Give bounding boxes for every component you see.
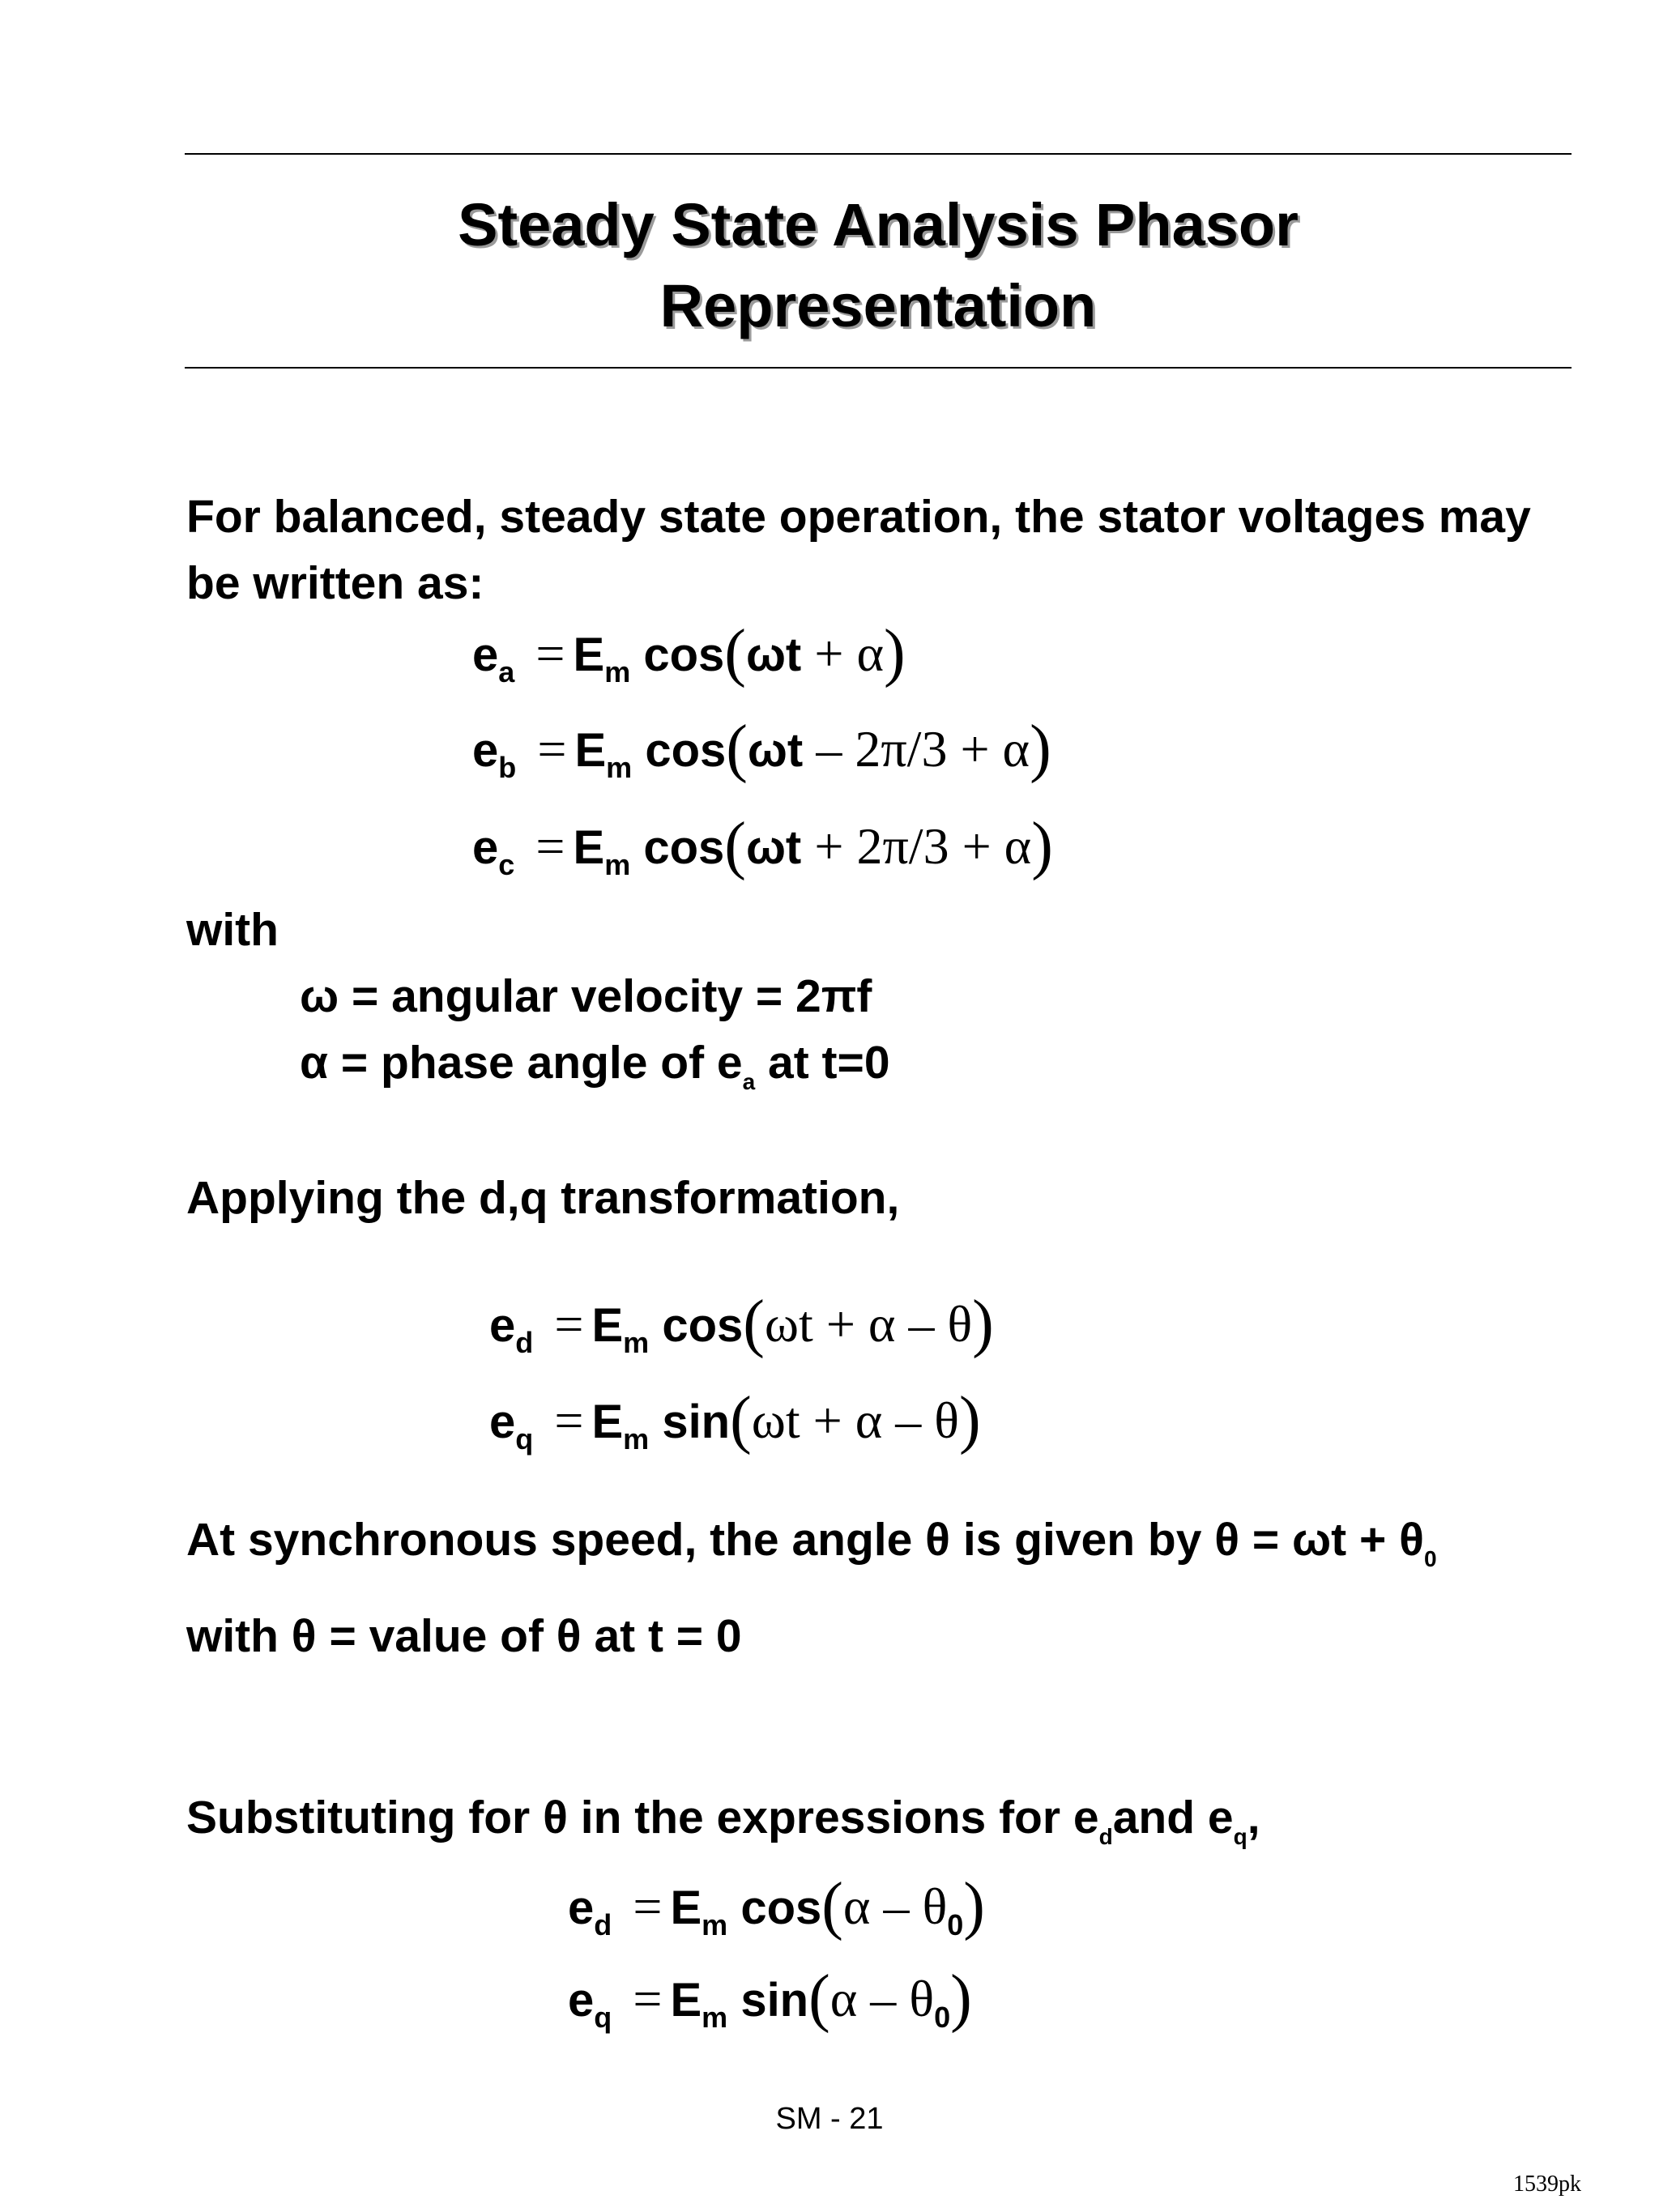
close-paren: ): [950, 1963, 972, 2034]
equals-sign: =: [554, 1392, 584, 1449]
eq-function: sin: [662, 1396, 731, 1448]
open-paren: (: [724, 810, 746, 881]
title-line-2: Representation: [659, 272, 1097, 339]
eq-function: cos: [643, 629, 725, 681]
close-paren: ): [972, 1288, 994, 1359]
alpha-def-sub: a: [742, 1069, 756, 1094]
sync-speed-statement: [186, 1507, 1437, 1573]
substituting-statement: [186, 1784, 1260, 1851]
eq-lhs-sub: q: [515, 1422, 534, 1455]
eq-amplitude-sub: m: [623, 1422, 650, 1455]
intro-paragraph: [186, 484, 1531, 616]
close-paren: ): [963, 1870, 985, 1941]
intro-line-2: be written as:: [186, 557, 484, 609]
equation-eq: [489, 1384, 981, 1455]
sync-speed-sub: 0: [1423, 1546, 1437, 1571]
eq-arg-theta-sub: 0: [947, 1908, 964, 1941]
close-paren: ): [958, 1384, 981, 1455]
substituting-prefix: Substituting for θ in the expressions for e: [186, 1792, 1099, 1843]
eq-lhs: e: [568, 1974, 595, 2027]
open-paren: (: [724, 617, 746, 688]
eq-arg-alpha: α –: [842, 1877, 910, 1935]
equation-ed-final: [568, 1870, 985, 1941]
equation-eq-final: [568, 1963, 972, 2034]
eq-function: cos: [662, 1299, 744, 1352]
eq-function: sin: [740, 1974, 809, 2027]
eq-arg-theta-sub: 0: [934, 2001, 951, 2034]
eq-amplitude: E: [574, 724, 607, 777]
substituting-sub-q: q: [1233, 1824, 1247, 1849]
eq-arg-theta: θ: [922, 1877, 948, 1935]
eq-amplitude-sub: m: [702, 1908, 728, 1941]
eq-arg-theta: θ: [909, 1970, 935, 2027]
alpha-definition: [186, 1029, 890, 1096]
title-line-1: Steady State Analysis Phasor: [458, 191, 1299, 258]
equals-sign: =: [554, 1295, 584, 1353]
eq-lhs-sub: d: [594, 1908, 612, 1941]
eq-amplitude-sub: m: [702, 2001, 728, 2034]
equation-ed: [489, 1288, 994, 1359]
intro-line-1: For balanced, steady state operation, the stator voltages may: [186, 491, 1531, 543]
eq-amplitude-sub: m: [623, 1326, 650, 1359]
equals-sign: =: [633, 1877, 663, 1935]
eq-function: cos: [740, 1882, 822, 1934]
eq-argument: ωt + α – θ: [764, 1295, 973, 1353]
equals-sign: =: [633, 1970, 663, 2027]
eq-arg-rest: + 2π/3 + α: [814, 817, 1032, 875]
equals-sign: =: [535, 624, 565, 682]
eq-arg-start: ωt: [747, 724, 804, 777]
equation-eb: [472, 713, 1051, 784]
alpha-def-prefix: α = phase angle of e: [300, 1037, 743, 1089]
eq-amplitude-sub: m: [604, 848, 631, 881]
eq-amplitude: E: [670, 1974, 702, 2027]
eq-amplitude-sub: m: [604, 655, 631, 688]
eq-function: cos: [645, 724, 727, 777]
eq-arg-alpha: α –: [830, 1970, 897, 2027]
equals-sign: =: [537, 720, 567, 778]
with-label: with: [186, 904, 279, 956]
eq-lhs: e: [472, 724, 499, 777]
eq-arg-start: ωt: [745, 629, 802, 681]
open-paren: (: [821, 1870, 843, 1941]
open-paren: (: [808, 1963, 830, 2034]
theta-definition: with θ = value of θ at t = 0: [186, 1610, 742, 1662]
eq-arg-rest: + α: [814, 624, 884, 682]
omega-definition: ω = angular velocity = 2πf: [300, 970, 872, 1022]
page-number: SM - 21: [775, 2102, 884, 2136]
equation-ea: [472, 617, 906, 688]
substituting-sub-d: d: [1098, 1824, 1113, 1849]
eq-arg-rest: – 2π/3 + α: [816, 720, 1030, 778]
eq-amplitude: E: [573, 821, 605, 874]
alpha-def-suffix: at t=0: [755, 1037, 890, 1089]
close-paren: ): [884, 617, 906, 688]
eq-lhs: e: [489, 1299, 516, 1352]
eq-lhs-sub: c: [498, 848, 515, 881]
substituting-suffix: ,: [1247, 1792, 1260, 1843]
eq-amplitude-sub: m: [606, 751, 633, 784]
with-section: [186, 897, 890, 1096]
open-paren: (: [726, 713, 748, 784]
equation-ec: [472, 810, 1053, 881]
top-rule: [185, 153, 1572, 155]
close-paren: ): [1030, 713, 1051, 784]
substituting-middle: and e: [1112, 1792, 1234, 1843]
eq-lhs: e: [472, 821, 499, 874]
eq-amplitude: E: [573, 629, 605, 681]
eq-arg-start: ωt: [745, 821, 802, 874]
equals-sign: =: [535, 817, 565, 875]
eq-lhs-sub: a: [498, 655, 515, 688]
eq-lhs-sub: d: [515, 1326, 534, 1359]
close-paren: ): [1031, 810, 1053, 881]
eq-amplitude: E: [591, 1299, 624, 1352]
eq-lhs-sub: b: [498, 751, 517, 784]
page-title: [185, 185, 1572, 347]
eq-argument: ωt + α – θ: [751, 1392, 959, 1449]
eq-amplitude: E: [670, 1882, 702, 1934]
eq-lhs-sub: q: [594, 2001, 612, 2034]
eq-amplitude: E: [591, 1396, 624, 1448]
eq-function: cos: [643, 821, 725, 874]
sync-speed-text: At synchronous speed, the angle θ is given by θ = ωt + θ: [186, 1514, 1424, 1566]
bottom-rule: [185, 367, 1572, 369]
dq-intro: Applying the d,q transformation,: [186, 1172, 900, 1224]
open-paren: (: [730, 1384, 752, 1455]
eq-lhs: e: [568, 1882, 595, 1934]
document-code: 1539pk: [1513, 2172, 1581, 2197]
open-paren: (: [743, 1288, 765, 1359]
eq-lhs: e: [489, 1396, 516, 1448]
eq-lhs: e: [472, 629, 499, 681]
